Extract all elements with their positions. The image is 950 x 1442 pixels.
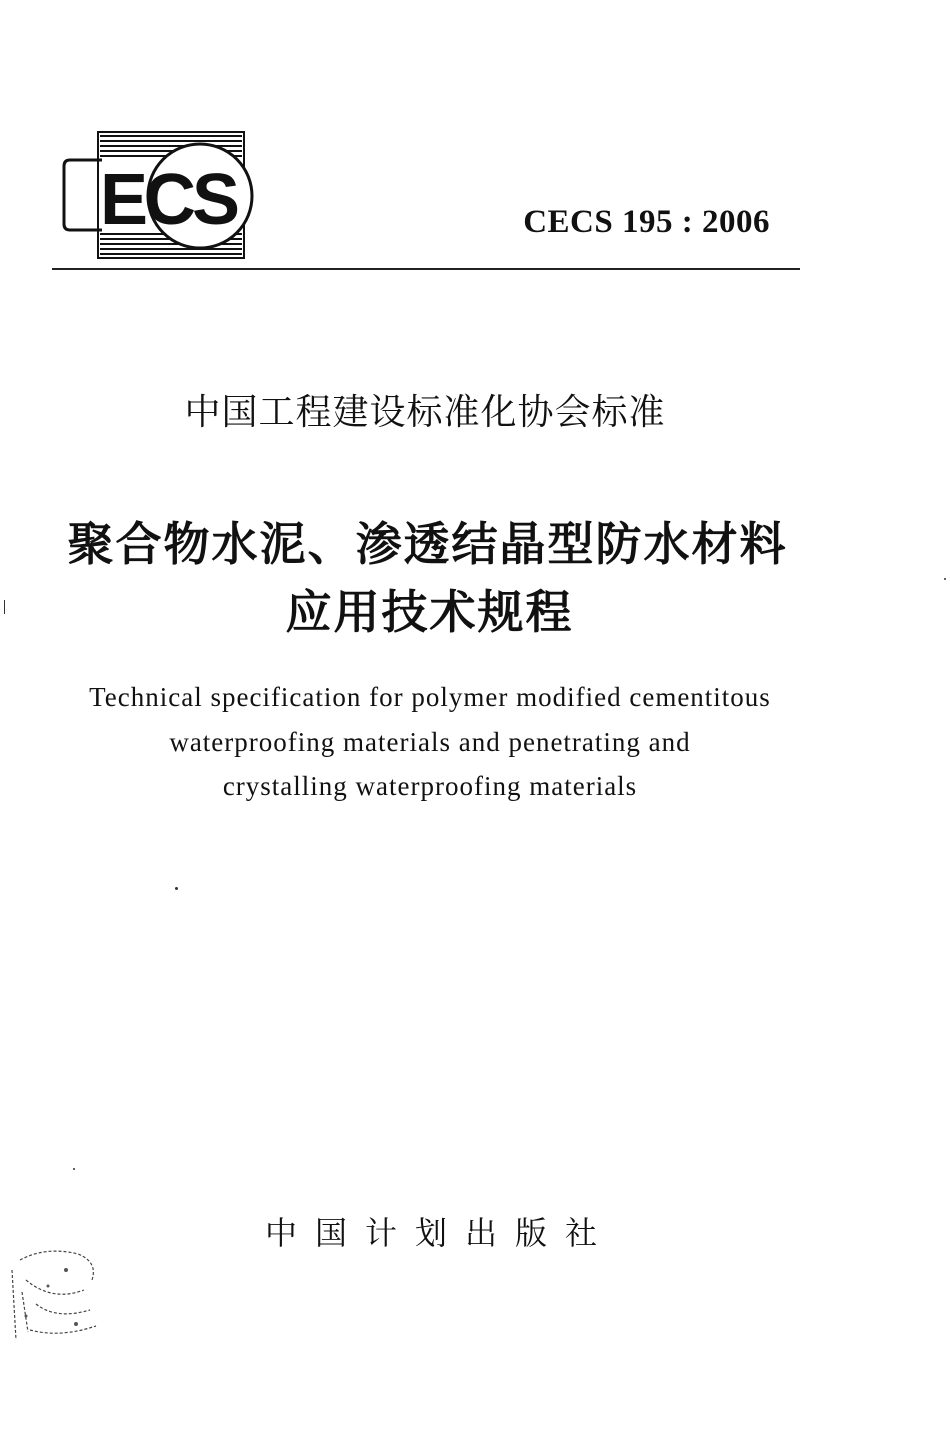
library-stamp-icon	[6, 1240, 116, 1350]
association-name: 中国工程建设标准化协会标准	[184, 392, 666, 433]
header-divider	[52, 268, 800, 270]
title-cn-line2: 应用技术规程	[285, 585, 574, 639]
title-cn-line1: 聚合物水泥、渗透结晶型防水材料	[67, 517, 788, 571]
scan-speck	[175, 887, 178, 890]
title-en-line3: crystalling waterproofing materials	[222, 771, 638, 801]
title-en-line2: waterproofing materials and penetrating and	[169, 727, 691, 757]
publisher-name: 中国计划出版社	[264, 1214, 615, 1252]
scan-speck	[944, 578, 946, 580]
ecs-logo-icon	[62, 128, 272, 260]
title-en-line1: Technical specification for polymer modified cementitous	[89, 682, 771, 712]
scan-speck	[4, 600, 5, 614]
scan-speck	[73, 1168, 75, 1170]
standard-number: CECS 195 : 2006	[523, 204, 770, 240]
svg-text:ECS: ECS	[100, 160, 237, 240]
